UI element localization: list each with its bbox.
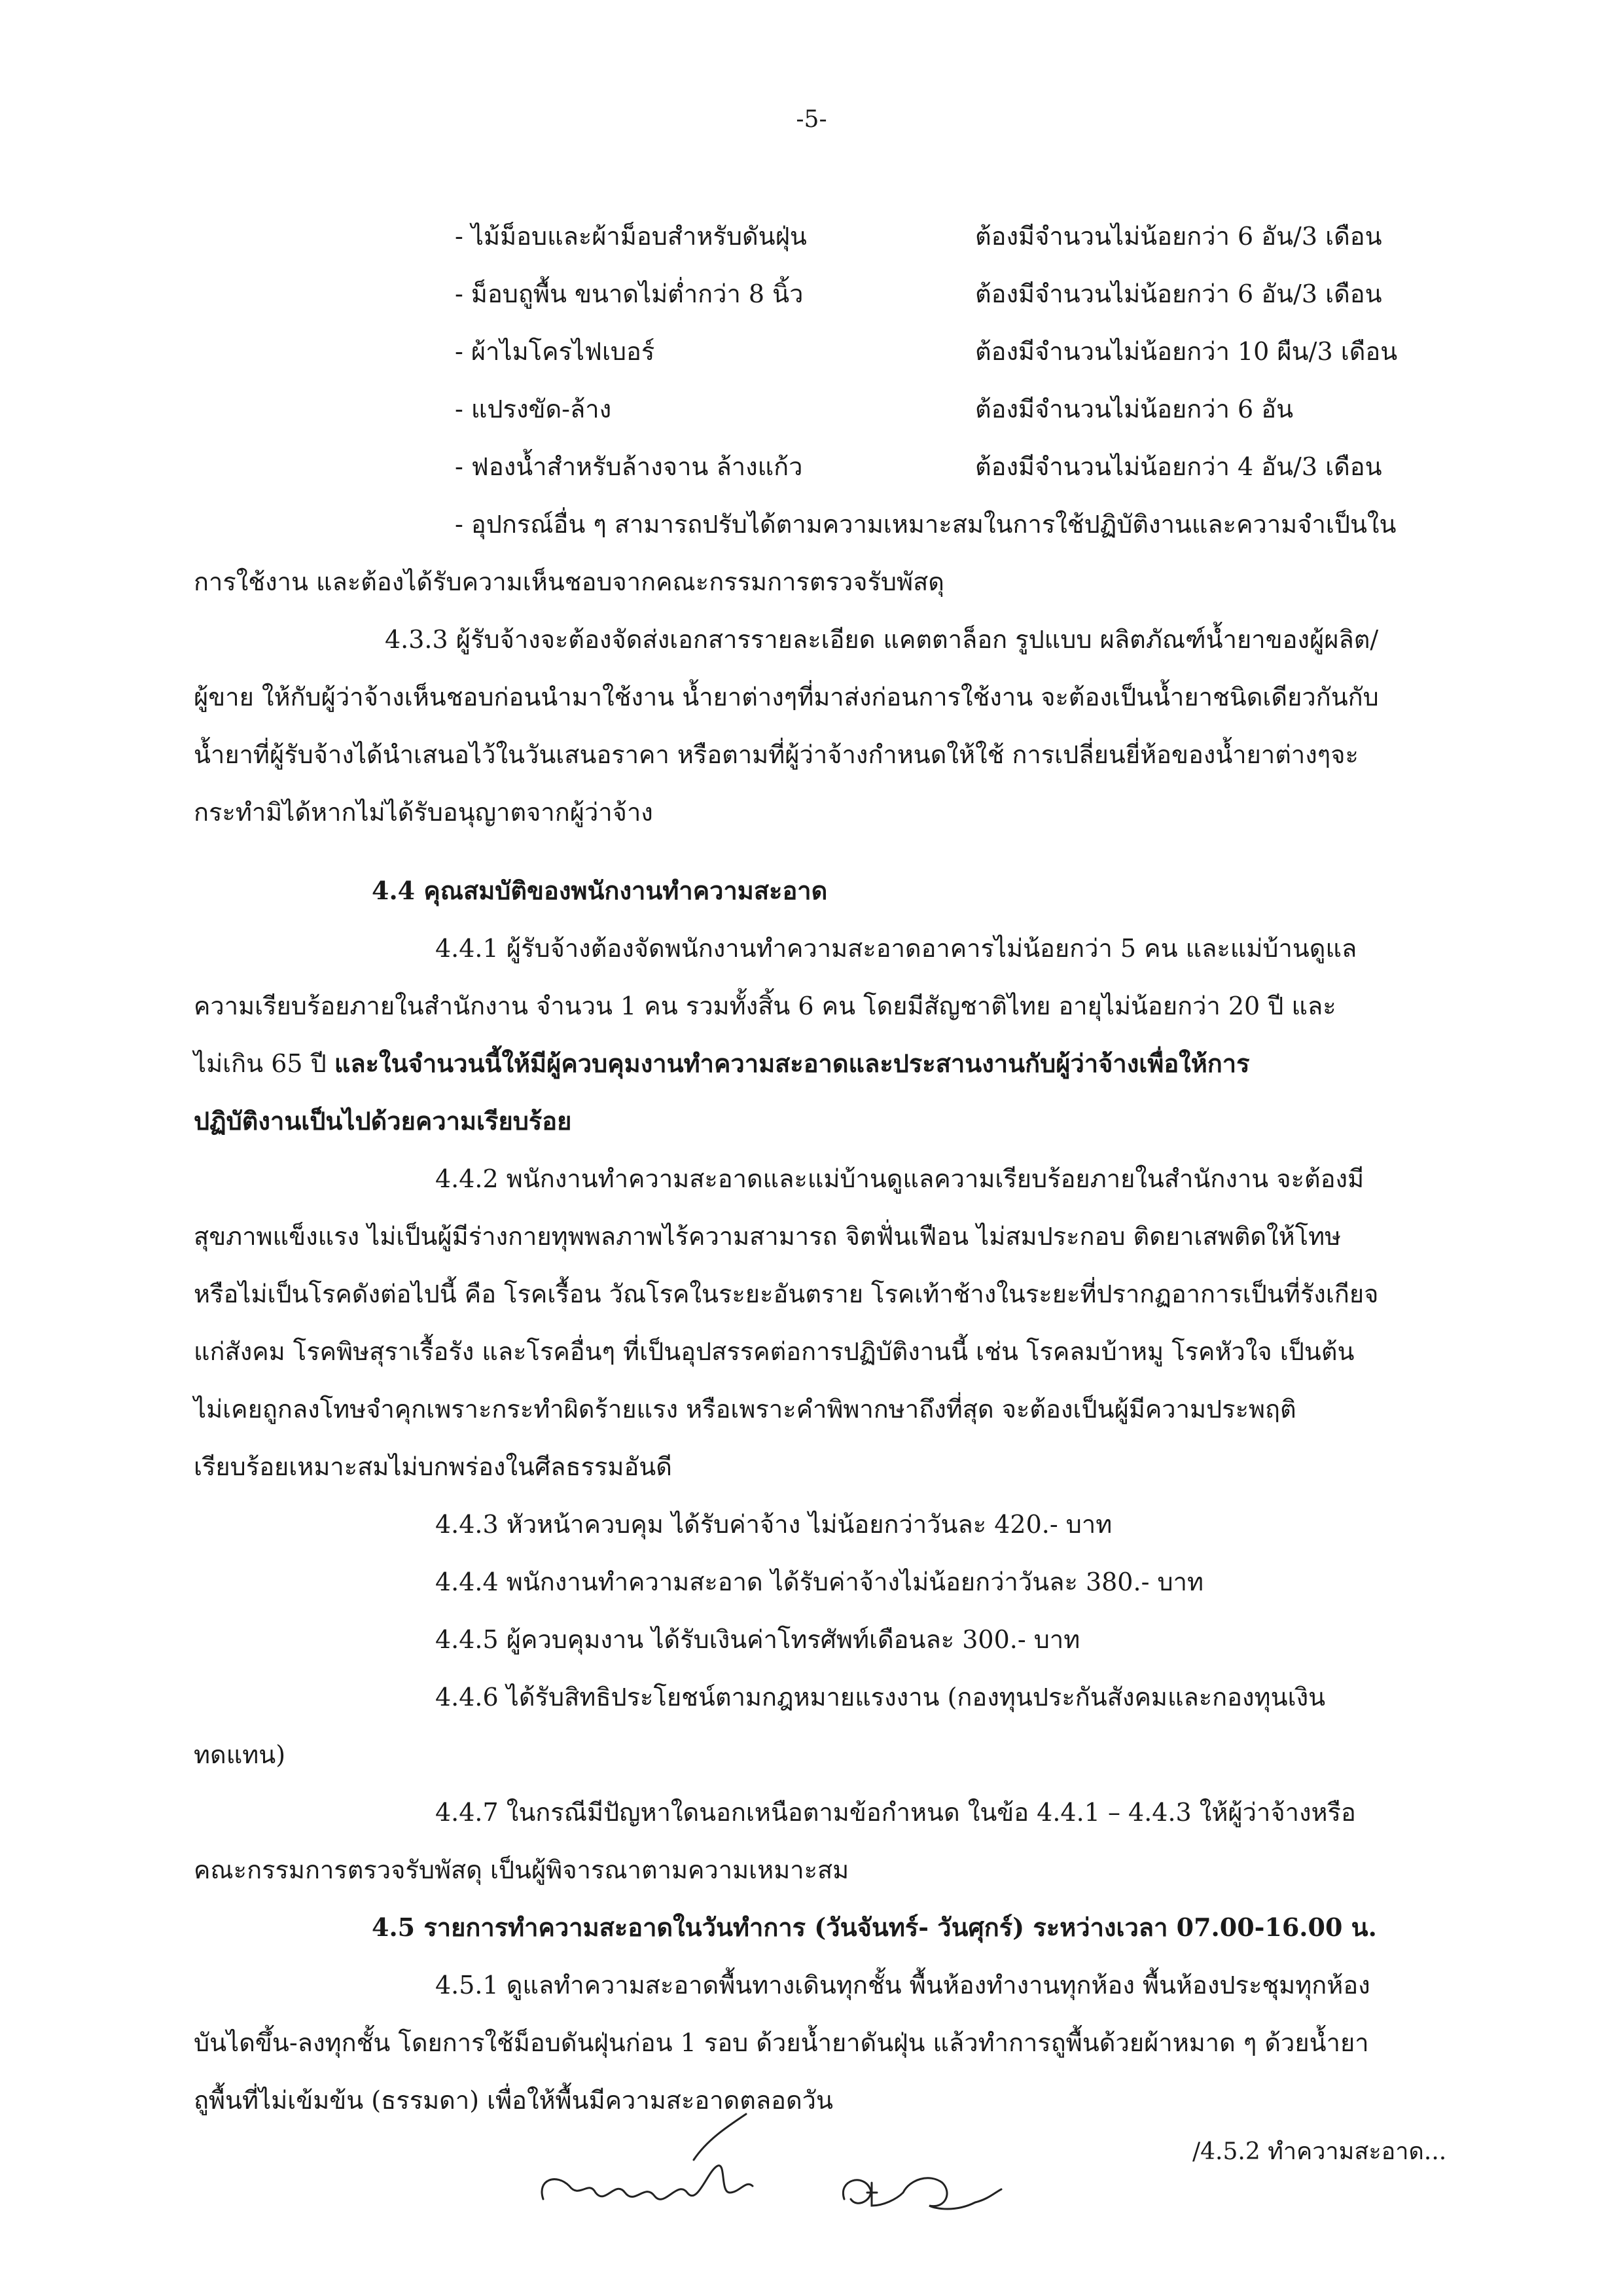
text-line: 4.3.3 ผู้รับจ้างจะต้องจัดส่งเอกสารรายละเอียด แคตตาล็อก รูปแบบ ผลิตภัณฑ์น้ำยาของผู้ผลิต/ xyxy=(385,625,1379,654)
text-line: การใช้งาน และต้องได้รับความเห็นชอบจากคณะกรรมการตรวจรับพัสดุ xyxy=(194,567,944,596)
text-line: - อุปกรณ์อื่น ๆ สามารถปรับได้ตามความเหมาะสมในการใช้ปฏิบัติงานและความจำเป็นใน xyxy=(455,510,1397,539)
signature-2 xyxy=(831,2127,1027,2232)
text-line: หรือไม่เป็นโรคดังต่อไปนี้ คือ โรคเรื้อน วัณโรคในระยะอันตราย โรคเท้าช้างในระยะที่ปรากฏอาการเป็นที่รังเกียจ xyxy=(194,1280,1379,1308)
text-line: 4.4.4 พนักงานทำความสะอาด ได้รับค่าจ้างไม่น้อยกว่าวันละ 380.- บาท xyxy=(435,1568,1204,1596)
text-line: 4.4.3 หัวหน้าควบคุม ได้รับค่าจ้าง ไม่น้อยกว่าวันละ 420.- บาท xyxy=(435,1510,1113,1539)
equipment-item: - ฟองน้ำสำหรับล้างจาน ล้างแก้ว xyxy=(455,452,803,481)
signature-1 xyxy=(530,2101,792,2232)
text-line: แก่สังคม โรคพิษสุราเรื้อรัง และโรคอื่นๆ ที่เป็นอุปสรรคต่อการปฏิบัติงานนี้ เช่น โรคลมบ้าหมู โรคหัวใจ เป็นต้น xyxy=(194,1337,1355,1366)
text-line: ผู้ขาย ให้กับผู้ว่าจ้างเห็นชอบก่อนนำมาใช้งาน น้ำยาต่างๆที่มาส่งก่อนการใช้งาน จะต้องเป็นน้ำยาชนิดเดียวกันกับ xyxy=(194,683,1379,711)
equipment-quantity: ต้องมีจำนวนไม่น้อยกว่า 4 อัน/3 เดือน xyxy=(975,452,1382,481)
text-line: 4.4.5 ผู้ควบคุมงาน ได้รับเงินค่าโทรศัพท์เดือนละ 300.- บาท xyxy=(435,1625,1080,1654)
text-line: 4.4.2 พนักงานทำความสะอาดและแม่บ้านดูแลความเรียบร้อยภายในสำนักงาน จะต้องมี xyxy=(435,1164,1364,1193)
text-line: ถูพื้นที่ไม่เข้มข้น (ธรรมดา) เพื่อให้พื้นมีความสะอาดตลอดวัน xyxy=(194,2086,833,2115)
equipment-quantity: ต้องมีจำนวนไม่น้อยกว่า 6 อัน xyxy=(975,395,1294,423)
text-line: น้ำยาที่ผู้รับจ้างได้นำเสนอไว้ในวันเสนอราคา หรือตามที่ผู้ว่าจ้างกำหนดให้ใช้ การเปลี่ยนยี่ห้อของน้ำยาต่างๆจะ xyxy=(194,740,1359,769)
text-line: ทดแทน) xyxy=(194,1740,286,1769)
section-heading: 4.4 คุณสมบัติของพนักงานทำความสะอาด xyxy=(372,876,828,905)
text-line: ปฏิบัติงานเป็นไปด้วยความเรียบร้อย xyxy=(194,1106,572,1136)
section-heading: 4.5 รายการทำความสะอาดในวันทำการ (วันจันทร์- วันศุกร์) ระหว่างเวลา 07.00-16.00 น. xyxy=(372,1912,1377,1942)
text-line: กระทำมิได้หากไม่ได้รับอนุญาตจากผู้ว่าจ้าง xyxy=(194,798,653,827)
text-line: 4.5.1 ดูแลทำความสะอาดพื้นทางเดินทุกชั้น พื้นห้องทำงานทุกห้อง พื้นห้องประชุมทุกห้อง xyxy=(435,1971,1370,2000)
continuation-note: /4.5.2 ทำความสะอาด... xyxy=(1192,2138,1447,2165)
equipment-item: - ไม้ม็อบและผ้าม็อบสำหรับดันฝุ่น xyxy=(455,222,807,251)
text-line xyxy=(194,1043,1250,1083)
text-line: สุขภาพแข็งแรง ไม่เป็นผู้มีร่างกายทุพพลภาพไร้ความสามารถ จิตฟั่นเฟือน ไม่สมประกอบ ติดยาเสพติดให้โทษ xyxy=(194,1222,1342,1251)
equipment-item: - ผ้าไมโครไฟเบอร์ xyxy=(455,337,655,366)
bold-text-segment: และในจำนวนนี้ให้มีผู้ควบคุมงานทำความสะอาดและประสานงานกับผู้ว่าจ้างเพื่อให้การ xyxy=(334,1049,1250,1078)
page-number: -5- xyxy=(796,106,827,133)
text-segment: ไม่เกิน 65 ปี xyxy=(194,1049,334,1078)
text-line: เรียบร้อยเหมาะสมไม่บกพร่องในศีลธรรมอันดี xyxy=(194,1452,672,1481)
text-line: 4.4.1 ผู้รับจ้างต้องจัดพนักงานทำความสะอาดอาคารไม่น้อยกว่า 5 คน และแม่บ้านดูแล xyxy=(435,934,1357,963)
text-line: 4.4.7 ในกรณีมีปัญหาใดนอกเหนือตามข้อกำหนด ในข้อ 4.4.1 – 4.4.3 ให้ผู้ว่าจ้างหรือ xyxy=(435,1798,1356,1827)
text-line: ความเรียบร้อยภายในสำนักงาน จำนวน 1 คน รวมทั้งสิ้น 6 คน โดยมีสัญชาติไทย อายุไม่น้อยกว่า 20 ปี และ xyxy=(194,992,1336,1020)
equipment-quantity: ต้องมีจำนวนไม่น้อยกว่า 10 ผืน/3 เดือน xyxy=(975,337,1398,366)
text-line: คณะกรรมการตรวจรับพัสดุ เป็นผู้พิจารณาตามความเหมาะสม xyxy=(194,1856,849,1884)
text-line: ไม่เคยถูกลงโทษจำคุกเพราะกระทำผิดร้ายแรง หรือเพราะคำพิพากษาถึงที่สุด จะต้องเป็นผู้มีความประพฤติ xyxy=(194,1395,1296,1424)
equipment-quantity: ต้องมีจำนวนไม่น้อยกว่า 6 อัน/3 เดือน xyxy=(975,279,1382,308)
text-line: 4.4.6 ได้รับสิทธิประโยชน์ตามกฎหมายแรงงาน (กองทุนประกันสังคมและกองทุนเงิน xyxy=(435,1683,1326,1712)
equipment-item: - ม็อบถูพื้น ขนาดไม่ต่ำกว่า 8 นิ้ว xyxy=(455,279,804,308)
text-line: บันไดขึ้น-ลงทุกชั้น โดยการใช้ม็อบดันฝุ่นก่อน 1 รอบ ด้วยน้ำยาดันฝุ่น แล้วทำการถูพื้นด้วยผ้าหมาด ๆ ด้วยน้ำยา xyxy=(194,2028,1369,2057)
equipment-quantity: ต้องมีจำนวนไม่น้อยกว่า 6 อัน/3 เดือน xyxy=(975,222,1382,251)
equipment-item: - แปรงขัด-ล้าง xyxy=(455,395,612,423)
